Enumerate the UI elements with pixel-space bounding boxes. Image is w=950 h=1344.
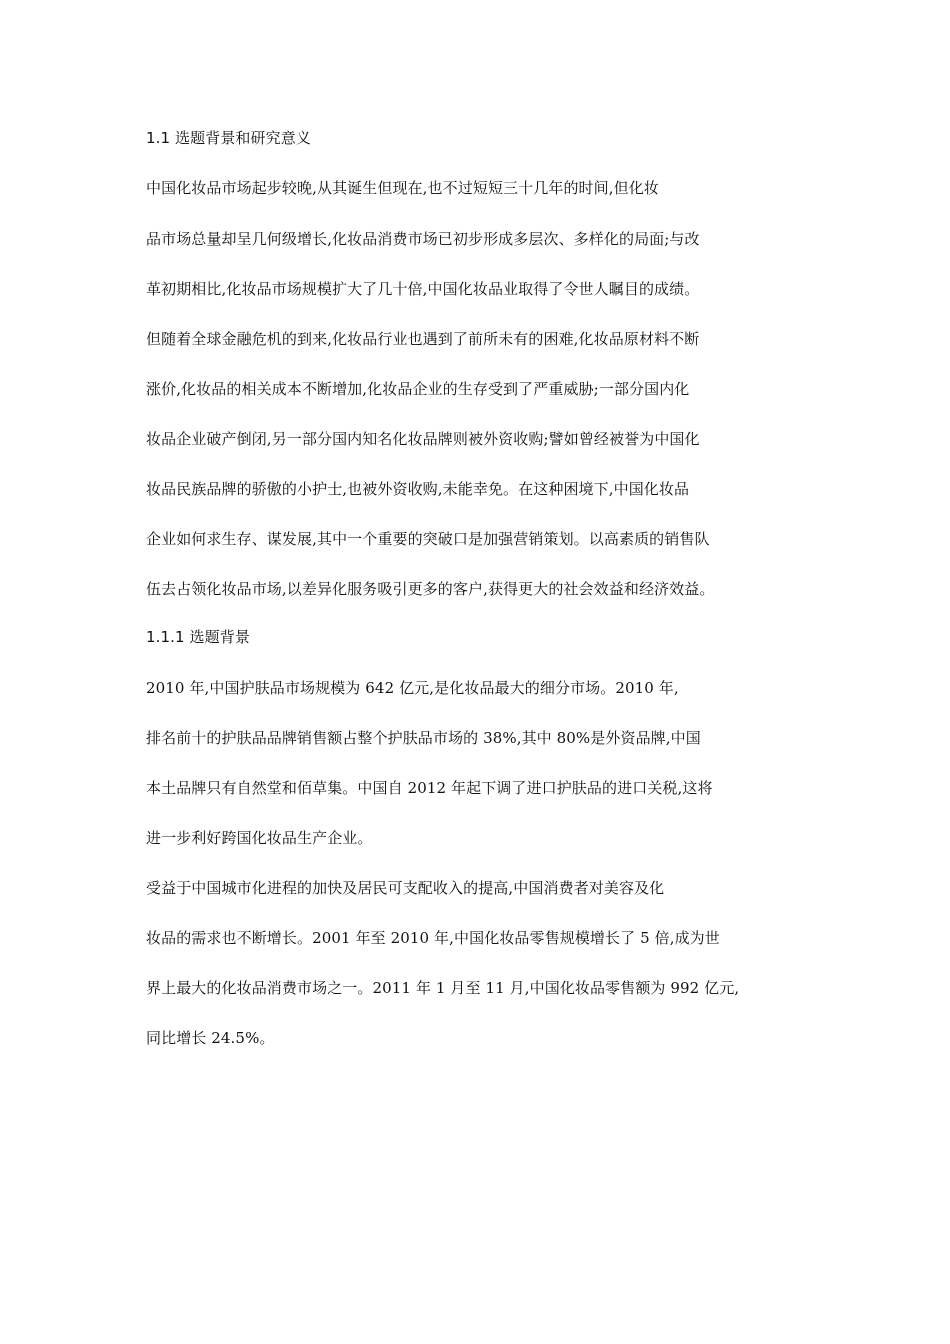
paragraph-line: 品市场总量却呈几何级增长,化妆品消费市场已初步形成多层次、多样化的局面;与改 [146,230,700,248]
paragraph-line: 妆品的需求也不断增长。2001 年至 2010 年,中国化妆品零售规模增长了 5 倍,成为世 [146,929,720,947]
paragraph-line: 排名前十的护肤品品牌销售额占整个护肤品市场的 38%,其中 80%是外资品牌,中国 [146,729,701,747]
paragraph-line: 2010 年,中国护肤品市场规模为 642 亿元,是化妆品最大的细分市场。2010 年, [146,679,679,697]
paragraph-line: 企业如何求生存、谋发展,其中一个重要的突破口是加强营销策划。以高素质的销售队 [146,530,710,548]
section-heading-1-1: 1.1 选题背景和研究意义 [146,129,311,147]
paragraph-line: 界上最大的化妆品消费市场之一。2011 年 1 月至 11 月,中国化妆品零售额为 992 亿元, [146,979,740,997]
paragraph-line: 本土品牌只有自然堂和佰草集。中国自 2012 年起下调了进口护肤品的进口关税,这将 [146,779,713,797]
paragraph-line: 受益于中国城市化进程的加快及居民可支配收入的提高,中国消费者对美容及化 [146,879,665,897]
paragraph-line: 涨价,化妆品的相关成本不断增加,化妆品企业的生存受到了严重威胁;一部分国内化 [146,380,690,398]
section-heading-1-1-1: 1.1.1 选题背景 [146,628,250,646]
paragraph-line: 进一步利好跨国化妆品生产企业。 [146,829,373,847]
paragraph-line: 妆品企业破产倒闭,另一部分国内知名化妆品牌则被外资收购;譬如曾经被誉为中国化 [146,430,700,448]
paragraph-line: 同比增长 24.5%。 [146,1029,275,1047]
paragraph-line: 妆品民族品牌的骄傲的小护士,也被外资收购,未能幸免。在这种困境下,中国化妆品 [146,480,690,498]
paragraph-line: 革初期相比,化妆品市场规模扩大了几十倍,中国化妆品业取得了令世人瞩目的成绩。 [146,280,700,298]
paragraph-line: 但随着全球金融危机的到来,化妆品行业也遇到了前所未有的困难,化妆品原材料不断 [146,330,700,348]
paragraph-line: 伍去占领化妆品市场,以差异化服务吸引更多的客户,获得更大的社会效益和经济效益。 [146,580,715,598]
paragraph-line: 中国化妆品市场起步较晚,从其诞生但现在,也不过短短三十几年的时间,但化妆 [146,179,659,197]
